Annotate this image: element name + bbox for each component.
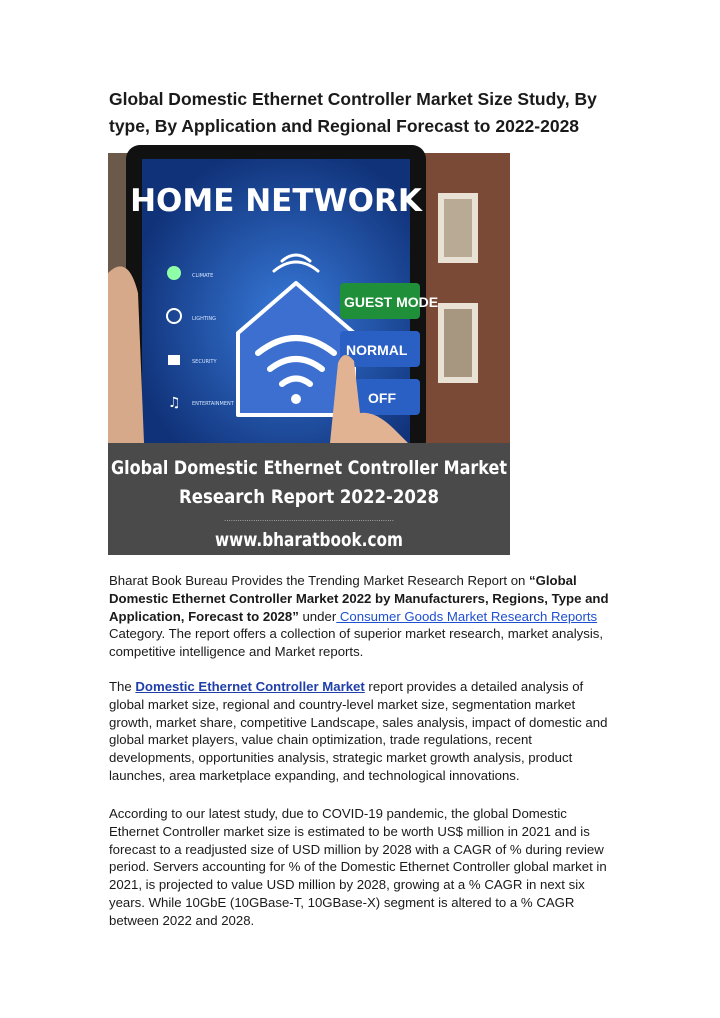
paragraph-intro [109,572,619,661]
document-title: Global Domestic Ethernet Controller Market Size Study, By type, By Application and Regional Forecast to 2022-2028 [109,89,597,136]
category-description: Category. The report offers a collection of superior market research, market analysis, competitive intelligence and Market reports. [109,626,604,660]
menu-item-entertainment: ENTERTAINMENT [192,401,234,407]
intro-text: Bharat Book Bureau Provides the Trending Market Research Report on [109,573,530,588]
under-text: under [298,608,337,624]
music-icon: ♫ [168,395,181,411]
report-name: “Global Domestic Ethernet Controller Market 2022 by Manufacturers, Regions, Type and Application, Forecast to 2028” [109,573,609,624]
hero-image [108,153,510,555]
menu-item-lighting: LIGHTING [192,316,217,322]
category-link[interactable]: Consumer Goods Market Research Reports [336,608,598,624]
banner-title-line1: Global Domestic Ethernet Controller Market [111,457,507,479]
menu-item-security: SECURITY [192,359,217,365]
report-description: report provides a detailed analysis of global market size, regional and country-level market size, segmentation market growth, market share, competitive Landscape, sales analysis, impact of domestic and global market players, value chain optimization, trade regulations, recent developments, opportunities analysis, strategic market growth analysis, product launches, area marketplace expanding, and technological innovations. [109,679,608,783]
menu-item-climate: CLIMATE [192,273,214,279]
market-link[interactable]: Domestic Ethernet Controller Market [135,679,365,694]
banner-title-line2: Research Report 2022-2028 [179,486,439,508]
the-text: The [109,679,136,694]
banner-dots: ............................................................................ [224,516,395,523]
paragraph-study: According to our latest study, due to COVID-19 pandemic, the global Domestic Ethernet Controller market size is estimated to be worth US$ million in 2021 and is forecast to a readjusted size of USD million by 2028 with a CAGR of % during review period. Servers accounting for % of the Domestic Ethernet Controller global market in 2021, is projected to value USD million by 2028, growing at a % CAGR in next six years. While 10GbE (10GBase-T, 10GBase-X) segment is altered to a % CAGR between 2022 and 2028. [109,806,607,928]
screen-heading: HOME NETWORK [130,183,422,219]
paragraph-report [109,678,619,785]
guest-mode-button: GUEST MODE [344,294,439,310]
banner-url: www.bharatbook.com [215,529,403,551]
normal-button: NORMAL [346,342,408,358]
off-button: OFF [368,390,396,406]
